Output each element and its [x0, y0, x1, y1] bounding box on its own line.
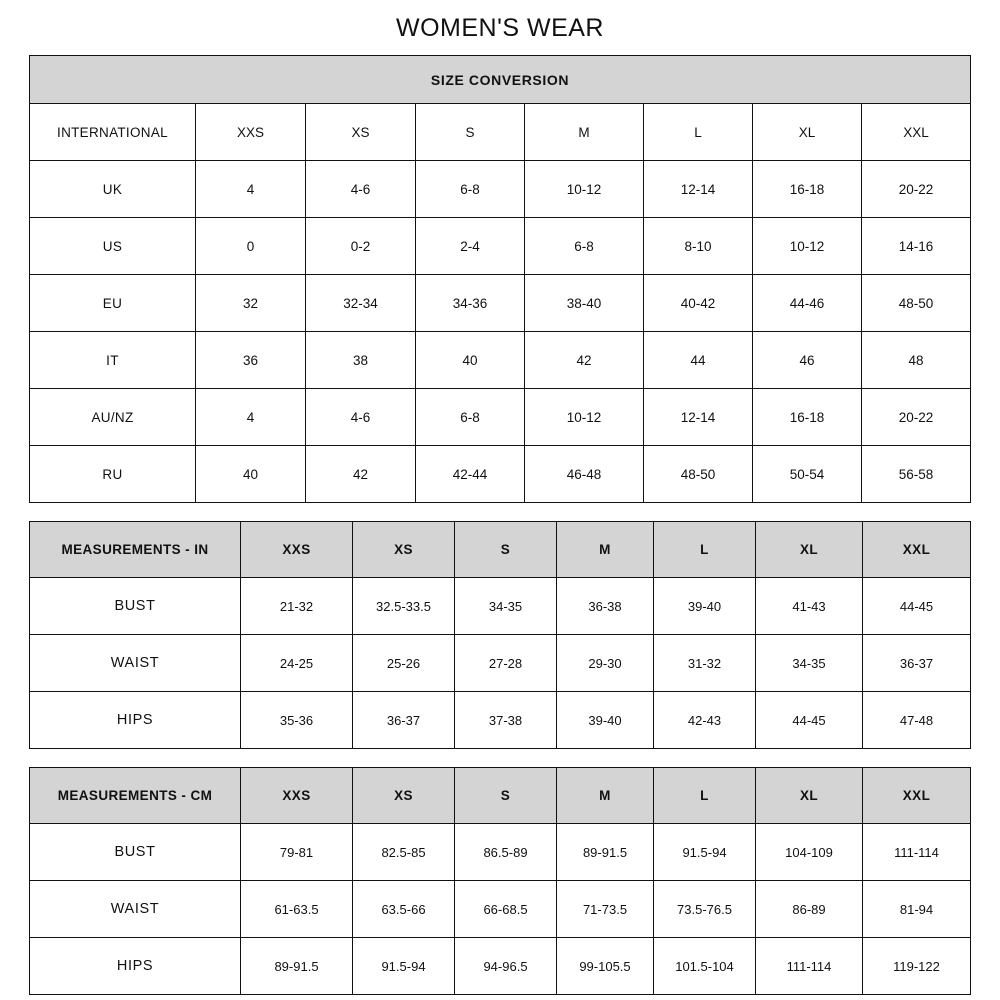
cell: 39-40	[557, 692, 654, 749]
cell: 91.5-94	[654, 824, 756, 881]
column-header-measurements-in: MEASUREMENTS - IN	[30, 522, 241, 578]
column-header-xs: XS	[353, 522, 455, 578]
column-header-xs: XS	[305, 104, 415, 161]
column-header-s: S	[415, 104, 524, 161]
size-conversion-banner: SIZE CONVERSION	[29, 56, 970, 104]
table-row	[29, 446, 970, 503]
column-header-m: M	[557, 522, 654, 578]
table-row	[30, 578, 971, 635]
cell: 0	[195, 218, 305, 275]
cell: 16-18	[752, 389, 861, 446]
cell: 94-96.5	[455, 938, 557, 995]
cell: 4	[195, 389, 305, 446]
cell: 66-68.5	[455, 881, 557, 938]
row-label: IT	[29, 332, 195, 389]
table-header-row	[30, 522, 971, 578]
cell: 10-12	[524, 161, 643, 218]
cell: 39-40	[654, 578, 756, 635]
cell: 32-34	[305, 275, 415, 332]
column-header-l: L	[654, 768, 756, 824]
row-label: BUST	[30, 578, 241, 635]
cell: 86-89	[756, 881, 863, 938]
cell: 40-42	[643, 275, 752, 332]
cell: 34-36	[415, 275, 524, 332]
cell: 61-63.5	[241, 881, 353, 938]
row-label: RU	[29, 446, 195, 503]
row-label: WAIST	[30, 635, 241, 692]
cell: 46-48	[524, 446, 643, 503]
row-label: EU	[29, 275, 195, 332]
cell: 36-38	[557, 578, 654, 635]
cell: 89-91.5	[241, 938, 353, 995]
cell: 35-36	[241, 692, 353, 749]
column-header-m: M	[557, 768, 654, 824]
cell: 101.5-104	[654, 938, 756, 995]
cell: 111-114	[756, 938, 863, 995]
column-header-l: L	[654, 522, 756, 578]
cell: 0-2	[305, 218, 415, 275]
column-header-international: INTERNATIONAL	[29, 104, 195, 161]
column-header-xxl: XXL	[861, 104, 970, 161]
table-row	[29, 218, 970, 275]
table-header-row	[30, 768, 971, 824]
cell: 38-40	[524, 275, 643, 332]
cell: 4	[195, 161, 305, 218]
cell: 27-28	[455, 635, 557, 692]
cell: 20-22	[861, 161, 970, 218]
cell: 36-37	[353, 692, 455, 749]
cell: 46	[752, 332, 861, 389]
cell: 73.5-76.5	[654, 881, 756, 938]
row-label: HIPS	[30, 692, 241, 749]
row-label: HIPS	[30, 938, 241, 995]
cell: 111-114	[863, 824, 971, 881]
cell: 119-122	[863, 938, 971, 995]
cell: 32	[195, 275, 305, 332]
table-row	[30, 692, 971, 749]
cell: 31-32	[654, 635, 756, 692]
row-label: WAIST	[30, 881, 241, 938]
column-header-xl: XL	[752, 104, 861, 161]
measurements-cm-table	[29, 767, 971, 995]
cell: 63.5-66	[353, 881, 455, 938]
cell: 48-50	[643, 446, 752, 503]
cell: 20-22	[861, 389, 970, 446]
row-label: UK	[29, 161, 195, 218]
cell: 44-45	[863, 578, 971, 635]
cell: 21-32	[241, 578, 353, 635]
table-row	[30, 938, 971, 995]
cell: 2-4	[415, 218, 524, 275]
cell: 91.5-94	[353, 938, 455, 995]
cell: 12-14	[643, 161, 752, 218]
column-header-xl: XL	[756, 768, 863, 824]
row-label: US	[29, 218, 195, 275]
column-header-xxl: XXL	[863, 768, 971, 824]
cell: 99-105.5	[557, 938, 654, 995]
cell: 34-35	[455, 578, 557, 635]
column-header-xxs: XXS	[241, 522, 353, 578]
cell: 42-43	[654, 692, 756, 749]
table-row	[30, 635, 971, 692]
cell: 47-48	[863, 692, 971, 749]
cell: 79-81	[241, 824, 353, 881]
cell: 42	[524, 332, 643, 389]
cell: 16-18	[752, 161, 861, 218]
cell: 82.5-85	[353, 824, 455, 881]
cell: 56-58	[861, 446, 970, 503]
table-row	[30, 881, 971, 938]
cell: 32.5-33.5	[353, 578, 455, 635]
cell: 4-6	[305, 389, 415, 446]
cell: 42-44	[415, 446, 524, 503]
cell: 86.5-89	[455, 824, 557, 881]
column-header-m: M	[524, 104, 643, 161]
cell: 25-26	[353, 635, 455, 692]
cell: 6-8	[415, 389, 524, 446]
cell: 14-16	[861, 218, 970, 275]
table-row	[30, 824, 971, 881]
column-header-xl: XL	[756, 522, 863, 578]
cell: 10-12	[524, 389, 643, 446]
cell: 40	[195, 446, 305, 503]
table-row	[29, 275, 970, 332]
cell: 4-6	[305, 161, 415, 218]
cell: 81-94	[863, 881, 971, 938]
cell: 24-25	[241, 635, 353, 692]
size-conversion-table	[29, 55, 971, 503]
cell: 44-46	[752, 275, 861, 332]
cell: 36-37	[863, 635, 971, 692]
column-header-s: S	[455, 768, 557, 824]
cell: 42	[305, 446, 415, 503]
column-header-xxl: XXL	[863, 522, 971, 578]
cell: 8-10	[643, 218, 752, 275]
cell: 41-43	[756, 578, 863, 635]
table-row	[29, 389, 970, 446]
cell: 29-30	[557, 635, 654, 692]
cell: 89-91.5	[557, 824, 654, 881]
column-header-s: S	[455, 522, 557, 578]
measurements-in-table	[29, 521, 971, 749]
cell: 37-38	[455, 692, 557, 749]
cell: 71-73.5	[557, 881, 654, 938]
cell: 6-8	[415, 161, 524, 218]
cell: 104-109	[756, 824, 863, 881]
table-row	[29, 332, 970, 389]
table-row	[29, 161, 970, 218]
cell: 40	[415, 332, 524, 389]
column-header-xxs: XXS	[195, 104, 305, 161]
table-header-row	[29, 104, 970, 161]
row-label: BUST	[30, 824, 241, 881]
cell: 44-45	[756, 692, 863, 749]
page-title: WOMEN'S WEAR	[396, 14, 604, 42]
cell: 10-12	[752, 218, 861, 275]
cell: 48-50	[861, 275, 970, 332]
column-header-measurements-cm: MEASUREMENTS - CM	[30, 768, 241, 824]
row-label: AU/NZ	[29, 389, 195, 446]
cell: 50-54	[752, 446, 861, 503]
column-header-l: L	[643, 104, 752, 161]
column-header-xxs: XXS	[241, 768, 353, 824]
cell: 36	[195, 332, 305, 389]
column-header-xs: XS	[353, 768, 455, 824]
cell: 44	[643, 332, 752, 389]
cell: 48	[861, 332, 970, 389]
cell: 12-14	[643, 389, 752, 446]
cell: 6-8	[524, 218, 643, 275]
cell: 38	[305, 332, 415, 389]
cell: 34-35	[756, 635, 863, 692]
